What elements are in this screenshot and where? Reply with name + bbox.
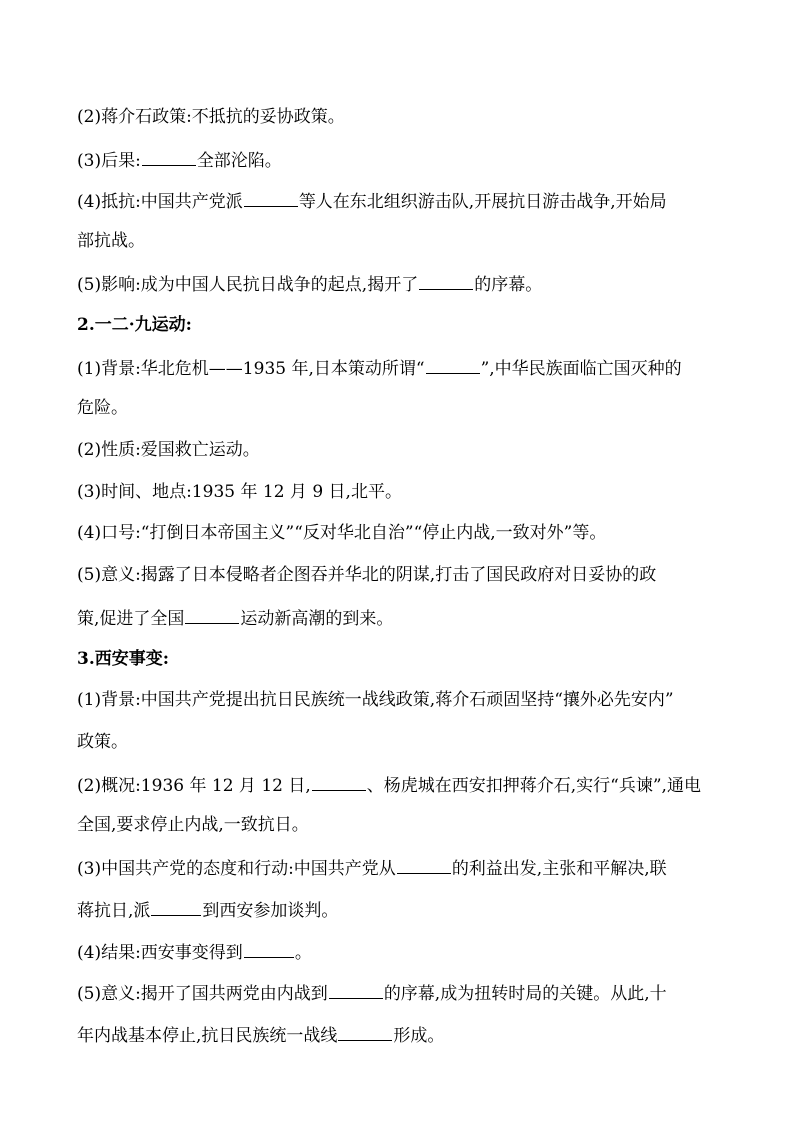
text: (2)性质:爱国救亡运动。 <box>77 440 260 460</box>
fill-blank[interactable] <box>397 856 451 874</box>
text-line <box>77 731 727 753</box>
fill-blank[interactable] <box>244 189 298 207</box>
text: 政策。 <box>77 732 128 752</box>
text-line <box>77 564 727 586</box>
text: 、杨虎城在西安扣押蒋介石,实行“兵谏”,通电 <box>366 776 701 796</box>
text: 全国,要求停止内战,一致抗日。 <box>77 815 309 835</box>
text-line <box>77 397 727 419</box>
section-heading <box>77 314 727 336</box>
fill-blank[interactable] <box>151 898 201 916</box>
text: (4)结果:西安事变得到 <box>77 943 243 963</box>
fill-blank[interactable] <box>338 1023 392 1041</box>
text-line <box>77 940 727 964</box>
text: 运动新高潮的到来。 <box>240 609 394 629</box>
text: (4)抵抗:中国共产党派 <box>77 192 243 212</box>
text: 年内战基本停止,抗日民族统一战线 <box>77 1026 338 1046</box>
text: 蒋抗日,派 <box>77 901 151 921</box>
fill-blank[interactable] <box>244 940 294 958</box>
text: ”,中华民族面临亡国灭种的 <box>480 359 682 379</box>
fill-blank[interactable] <box>419 272 473 290</box>
text: (2)概况:1936 年 12 月 12 日, <box>77 776 311 796</box>
text-line <box>77 606 727 630</box>
text: 危险。 <box>77 398 128 418</box>
text: 全部沦陷。 <box>196 151 282 171</box>
section-heading <box>77 648 727 670</box>
text-line <box>77 189 727 213</box>
text-line <box>77 522 727 544</box>
text-line <box>77 481 727 503</box>
text: (4)口号:“打倒日本帝国主义”“反对华北自治”“停止内战,一致对外”等。 <box>77 523 607 543</box>
text: (3)时间、地点:1935 年 12 月 9 日,北平。 <box>77 482 402 502</box>
text: 形成。 <box>393 1026 445 1046</box>
text: 策,促进了全国 <box>77 609 185 629</box>
text: (3)中国共产党的态度和行动:中国共产党从 <box>77 859 396 879</box>
text-line <box>77 1023 727 1047</box>
text: 等人在东北组织游击队,开展抗日游击战争,开始局 <box>298 192 667 212</box>
fill-blank[interactable] <box>426 356 480 374</box>
text-line <box>77 689 727 711</box>
text: (1)背景:中国共产党提出抗日民族统一战线政策,蒋介石顽固坚持“攘外必先安内” <box>77 690 674 710</box>
fill-blank[interactable] <box>185 606 239 624</box>
text: 的序幕。 <box>474 275 543 295</box>
text-line <box>77 230 727 252</box>
text: (5)意义:揭露了日本侵略者企图吞并华北的阴谋,打击了国民政府对日妥协的政 <box>77 565 657 585</box>
fill-blank[interactable] <box>312 773 366 791</box>
text-line <box>77 148 727 172</box>
fill-blank[interactable] <box>329 981 383 999</box>
text-line <box>77 773 727 797</box>
text: 。 <box>294 943 312 963</box>
text: 到西安参加谈判。 <box>202 901 339 921</box>
text-line <box>77 856 727 880</box>
text: 部抗战。 <box>77 231 145 251</box>
text: (3)后果: <box>77 151 141 171</box>
text: (5)影响:成为中国人民抗日战争的起点,揭开了 <box>77 275 419 295</box>
heading-text: 3.西安事变: <box>77 649 170 669</box>
text: 的利益出发,主张和平解决,联 <box>451 859 667 879</box>
fill-blank[interactable] <box>142 148 196 166</box>
text: (1)背景:华北危机——1935 年,日本策动所谓“ <box>77 359 425 379</box>
text-line <box>77 106 727 128</box>
text: (5)意义:揭开了国共两党由内战到 <box>77 984 328 1004</box>
text-line <box>77 981 727 1005</box>
text: (2)蒋介石政策:不抵抗的妥协政策。 <box>77 107 345 127</box>
text-line <box>77 356 727 380</box>
text-line <box>77 814 727 836</box>
text-line <box>77 439 727 461</box>
text-line <box>77 898 727 922</box>
text: 的序幕,成为扭转时局的关键。从此,十 <box>383 984 667 1004</box>
heading-text: 2.一二·九运动: <box>77 315 192 335</box>
text-line <box>77 272 727 296</box>
